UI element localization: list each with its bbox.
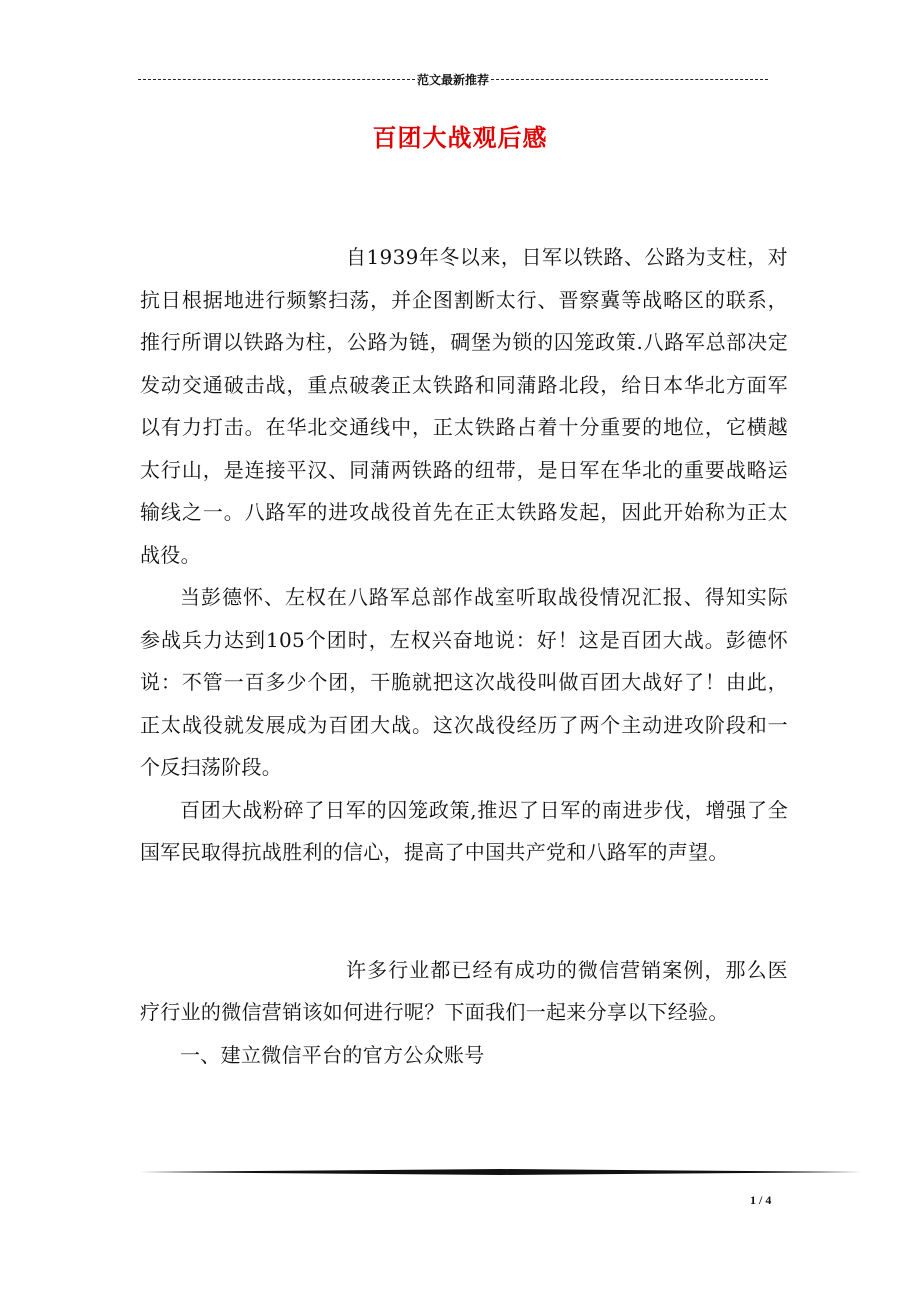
document-title: 百团大战观后感 [372, 123, 548, 152]
paragraph-5: 一、建立微信平台的官方公众账号 [180, 1042, 485, 1067]
section-gap [140, 874, 788, 949]
page-header [138, 68, 768, 90]
paragraph-1: 自1939年冬以来，日军以铁路、公路为支柱，对抗日根据地进行频繁扫荡，并企图割断太行、晋察冀等战略区的联系，推行所谓以铁路为柱，公路为链，碉堡为锁的囚笼政策.八路军总部决定发动交通破击战，重点破袭正太铁路和同蒲路北段，给日本华北方面军以有力打击。在华北交通线中，正太铁路占着十分重要的地位，它横越太行山，是连接平汉、同蒲两铁路的纽带，是日军在华北的重要战略运输线之一。八路军的进攻战役首先在正太铁路发起，因此开始称为正太战役。 [140, 245, 788, 567]
document-body [140, 236, 788, 1076]
paragraph-4: 许多行业都已经有成功的微信营销案例，那么医疗行业的微信营销该如何进行呢？下面我们一起来分享以下经验。 [140, 957, 788, 1024]
paragraph-3: 百团大战粉碎了日军的囚笼政策,推迟了日军的南进步伐，增强了全国军民取得抗战胜利的信心，提高了中国共产党和八路军的声望。 [140, 797, 788, 864]
header-label: 范文最新推荐 [417, 72, 490, 87]
header-dash-line-right [491, 79, 768, 80]
paragraph-2: 当彭德怀、左权在八路军总部作战室听取战役情况汇报、得知实际参战兵力达到105个团时，左权兴奋地说：好！这是百团大战。彭德怀说：不管一百多少个团，干脆就把这次战役叫做百团大战好了！由此，正太战役就发展成为百团大战。这次战役经历了两个主动进攻阶段和一个反扫荡阶段。 [140, 585, 788, 779]
header-dash-line-left [138, 79, 415, 80]
page-number: 1 / 4 [750, 1193, 772, 1207]
footer-divider [140, 1168, 862, 1176]
